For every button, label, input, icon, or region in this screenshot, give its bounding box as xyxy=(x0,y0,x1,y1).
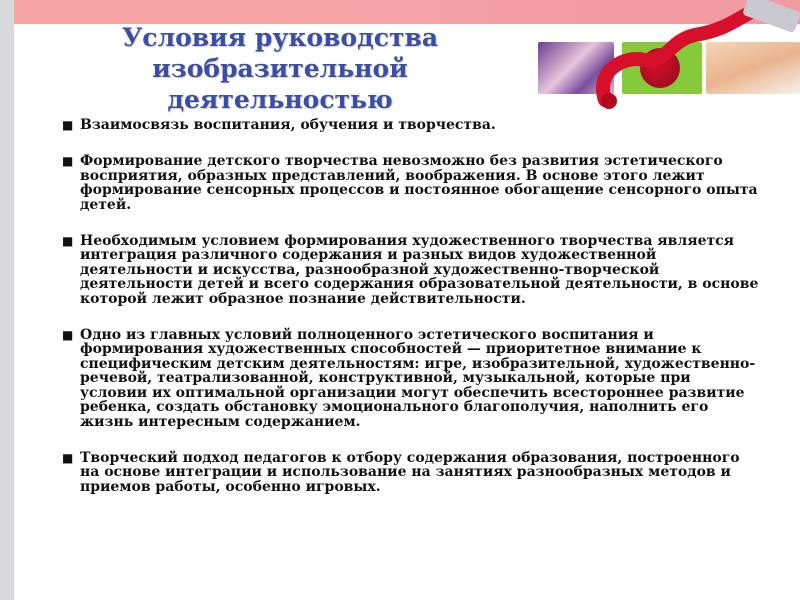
bullet-item xyxy=(62,328,762,429)
bullet-text: Взаимосвязь воспитания, обучения и творчества. xyxy=(80,117,496,133)
bullet-marker: ■ xyxy=(62,234,74,249)
bullet-marker: ■ xyxy=(62,154,74,169)
bullet-list xyxy=(62,118,762,516)
left-border xyxy=(0,0,14,600)
bullet-marker: ■ xyxy=(62,450,74,465)
bullet-item xyxy=(62,451,762,494)
paint-tube-decoration xyxy=(585,0,800,110)
bullet-item xyxy=(62,234,762,306)
bullet-text: Необходимым условием формирования художественного творчества является интеграция различного содержания и разных видов художественной деятельности и искусства, разнообразной художественно-творческой деятельности детей и всего содержания образовательной деятельности, в основе которой лежит образное познание действительности. xyxy=(80,233,759,307)
bullet-item xyxy=(62,118,762,132)
bullet-marker: ■ xyxy=(62,118,74,132)
bullet-text: Одно из главных условий полноценного эстетического воспитания и формирования художественных способностей — приоритетное внимание к специфическим детским деятельностям: игре, изобразительной, художественно-речевой, театрализованной, конструктивной, музыкальной, которые при условии их оптимальной организации могут обеспечить всестороннее развитие ребенка, создать обстановку эмоционального благополучия, наполнить его жизнь интересным содержанием. xyxy=(80,327,756,430)
bullet-marker: ■ xyxy=(62,328,74,343)
bullet-item xyxy=(62,154,762,212)
bullet-text: Формирование детского творчества невозможно без развития эстетического восприятия, образных представлений, воображения. В основе этого лежит формирование сенсорных процессов и постоянное обогащение сенсорного опыта детей. xyxy=(80,153,758,213)
bullet-text: Творческий подход педагогов к отбору содержания образования, построенного на основе интеграции и использование на занятиях разнообразных методов и приемов работы, особенно игровых. xyxy=(80,449,740,495)
slide-title: Условия руководства изобразительной деятельностью xyxy=(121,23,439,114)
